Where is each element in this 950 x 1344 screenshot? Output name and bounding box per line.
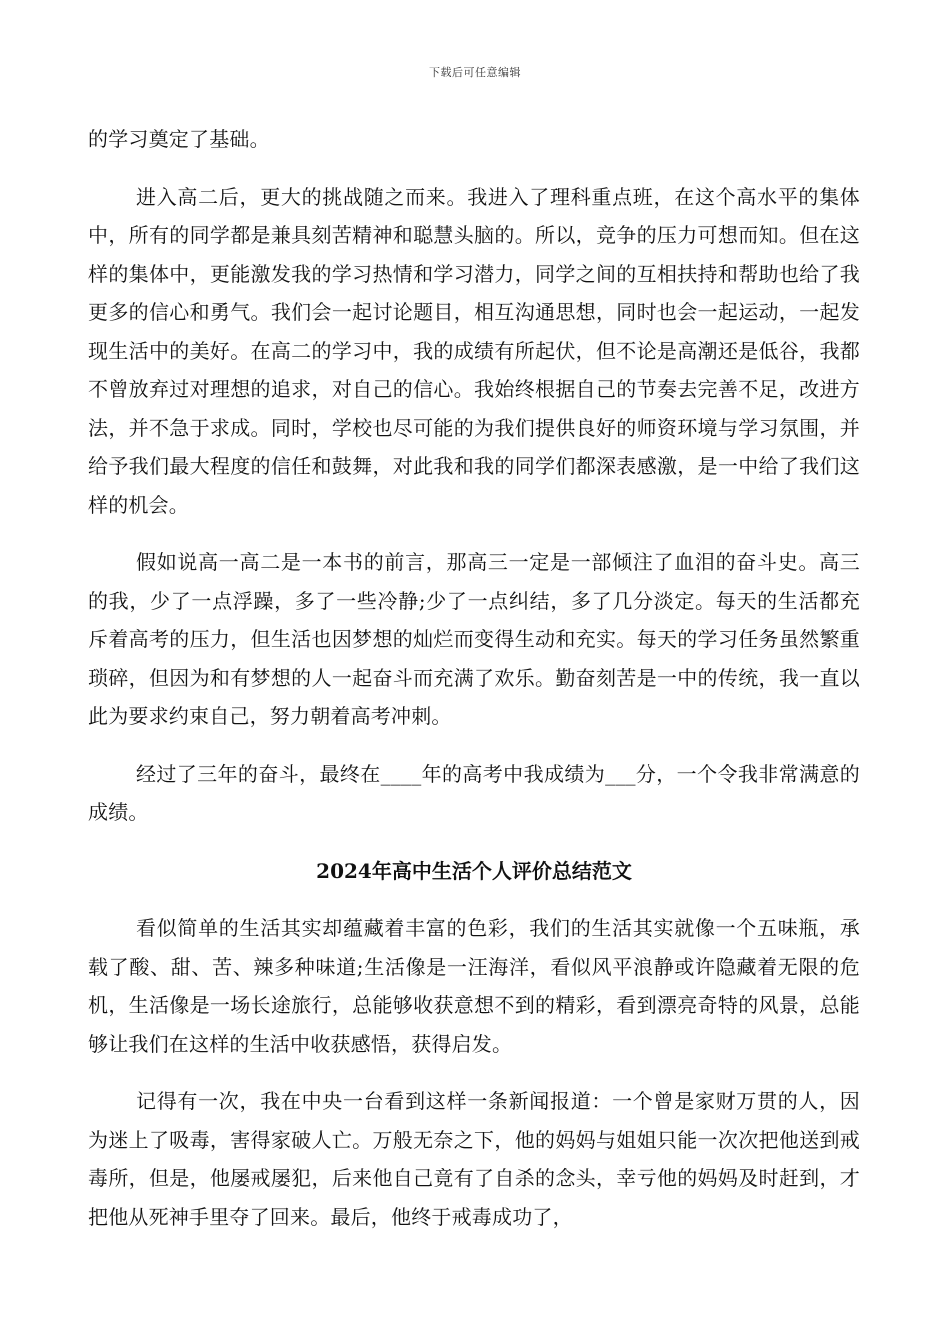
section-heading: 2024年高中生活个人评价总结范文 bbox=[316, 858, 632, 883]
paragraph-life-colors: 看似简单的生活其实却蕴藏着丰富的色彩，我们的生活其实就像一个五味瓶，承载了酸、甜、苦、辣多种味道;生活像是一汪海洋，看似风平浪静或许隐藏着无限的危机，生活像是一场长途旅行，总能够收获意想不到的精彩，看到漂亮奇特的风景，总能够让我们在这样的生活中收获感悟，获得启发。 bbox=[88, 916, 860, 1056]
paragraph-senior-two: 进入高二后，更大的挑战随之而来。我进入了理科重点班，在这个高水平的集体中，所有的同学都是兼具刻苦精神和聪慧头脑的。所以，竞争的压力可想而知。但在这样的集体中，更能激发我的学习热情和学习潜力，同学之间的互相扶持和帮助也给了我更多的信心和勇气。我们会一起讨论题目，相互沟通思想，同时也会一起运动，一起发现生活中的美好。在高二的学习中，我的成绩有所起伏，但不论是高潮还是低谷，我都不曾放弃过对理想的追求，对自己的信心。我始终根据自己的节奏去完善不足，改进方法，并不急于求成。同时，学校也尽可能的为我们提供良好的师资环境与学习氛围，并给予我们最大程度的信任和鼓舞，对此我和我的同学们都深表感激，是一中给了我们这样的机会。 bbox=[88, 184, 860, 517]
page-header: 下载后可任意编辑 bbox=[429, 66, 521, 79]
paragraph-continuation: 的学习奠定了基础。 bbox=[88, 127, 270, 151]
paragraph-senior-three: 假如说高一高二是一本书的前言，那高三一定是一部倾注了血泪的奋斗史。高三的我，少了一点浮躁，多了一些冷静;少了一点纠结，多了几分淡定。每天的生活都充斥着高考的压力，但生活也因梦想的灿烂而变得生动和充实。每天的学习任务虽然繁重琐碎，但因为和有梦想的人一起奋斗而充满了欢乐。勤奋刻苦是一中的传统，我一直以此为要求约束自己，努力朝着高考冲刺。 bbox=[88, 550, 860, 728]
paragraph-news-story: 记得有一次，我在中央一台看到这样一条新闻报道：一个曾是家财万贯的人，因为迷上了吸毒，害得家破人亡。万般无奈之下，他的妈妈与姐姐只能一次次把他送到戒毒所，但是，他屡戒屡犯，后来他自己竟有了自杀的念头，幸亏他的妈妈及时赶到，才把他从死神手里夺了回来。最后，他终于戒毒成功了， bbox=[88, 1089, 860, 1229]
paragraph-exam-result: 经过了三年的奋斗，最终在____年的高考中我成绩为___分，一个令我非常满意的成绩。 bbox=[88, 761, 860, 824]
document-body bbox=[88, 120, 860, 1255]
